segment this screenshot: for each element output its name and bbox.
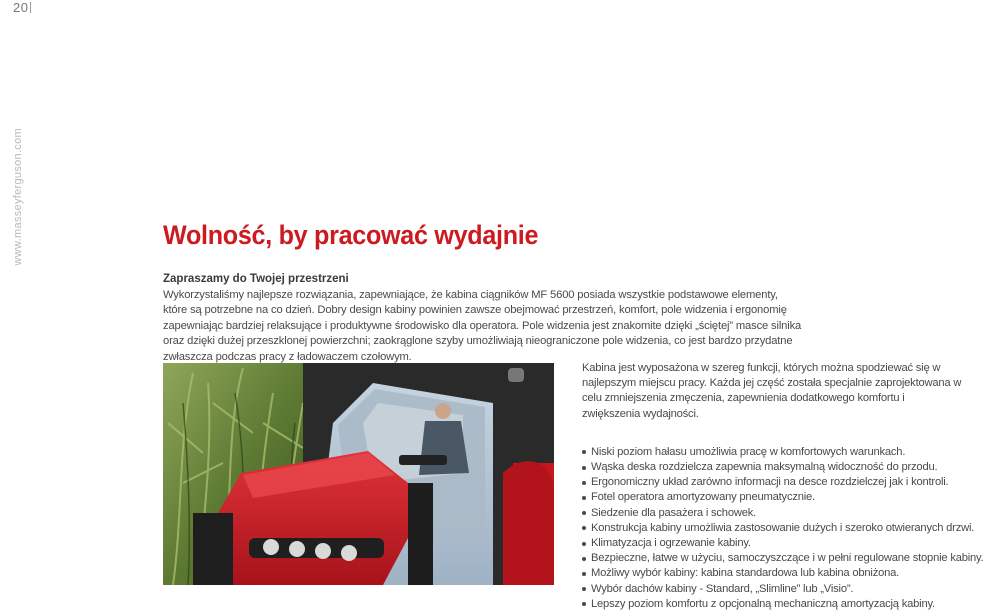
cab-description: Kabina jest wyposażona w szereg funkcji, których można spodziewać się w najlepszym miejscu pracy. Każda jej część została specjalnie zaprojektowana w celu zmniejszenia zmęczenia, zapewnienia dodatkowego komfortu i zwiększenia wydajności.: [582, 362, 962, 420]
list-item: Lepszy poziom komfortu z opcjonalną mechaniczną amortyzacją kabiny.: [582, 597, 962, 612]
feature-list: [582, 445, 984, 612]
list-item: Wąska deska rozdzielcza zapewnia maksymalną widoczność do przodu.: [582, 460, 962, 475]
intro-section: [163, 272, 803, 365]
list-item: Wybór dachów kabiny - Standard, „Slimline” lub „Visio”.: [582, 582, 962, 597]
right-column: [582, 361, 984, 612]
list-item: Ergonomiczny układ zarówno informacji na desce rozdzielczej jak i kontroli.: [582, 475, 962, 490]
intro-body: Wykorzystaliśmy najlepsze rozwiązania, zapewniające, że kabina ciągników MF 5600 posiada wszystkie podstawowe elementy, które są potrzebne na co dzień. Dobry design kabiny powinien zawsze obejmować przestrzeń, komfort, pole widzenia i ergonomię zapewniając bardziej relaksujące i produktywne środowisko dla operatora. Pole widzenia jest znakomite dzięki „ściętej” masce silnika oraz dzięki dużej przeszklonej powierzchni; zaokrąglone szyby umożliwiają nieograniczone pole widzenia, co jest bardzo przydatne zwłaszcza podczas pracy z ładowaczem czołowym.: [163, 288, 802, 363]
list-item: Klimatyzacja i ogrzewanie kabiny.: [582, 536, 962, 551]
list-item: Bezpieczne, łatwe w użyciu, samoczyszczące i w pełni regulowane stopnie kabiny.: [582, 551, 962, 566]
list-item: Konstrukcja kabiny umożliwia zastosowanie dużych i szeroko otwieranych drzwi.: [582, 521, 962, 536]
side-url-text: www.masseyferguson.com: [12, 128, 24, 266]
page-number: 20: [13, 0, 29, 15]
list-item: Niski poziom hałasu umożliwia pracę w komfortowych warunkach.: [582, 445, 962, 460]
intro-heading: Zapraszamy do Twojej przestrzeni: [163, 273, 349, 285]
list-item: Fotel operatora amortyzowany pneumatycznie.: [582, 490, 962, 505]
list-item: Możliwy wybór kabiny: kabina standardowa lub kabina obniżona.: [582, 566, 962, 581]
side-url: [12, 128, 28, 266]
page-number-divider: [30, 2, 31, 13]
article-title: Wolność, by pracować wydajnie: [163, 220, 539, 250]
list-item: Siedzenie dla pasażera i schowek.: [582, 506, 962, 521]
tractor-cab-photo: [163, 363, 554, 585]
